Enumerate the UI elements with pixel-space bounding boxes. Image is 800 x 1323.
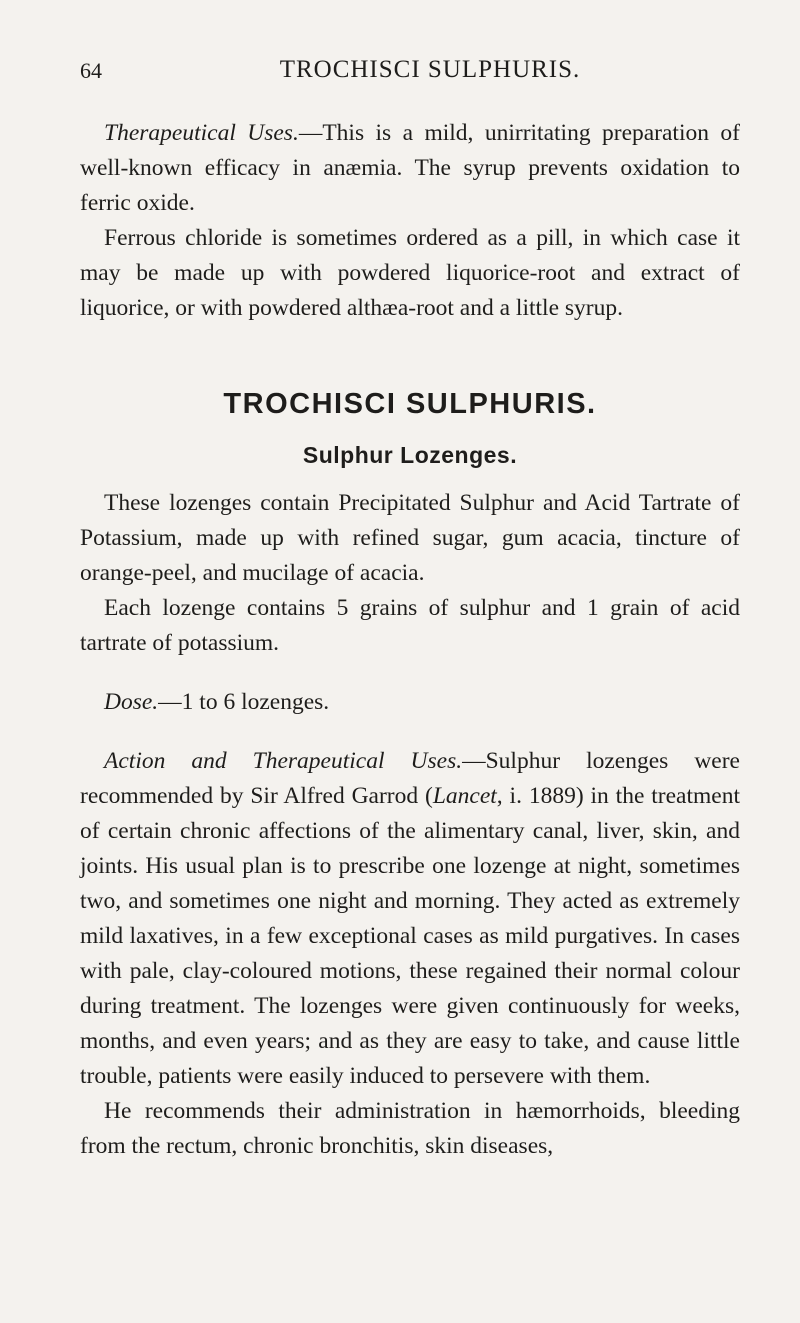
page-number: 64 [80, 58, 102, 83]
dose-text: —1 to 6 lozenges. [158, 689, 330, 715]
section-subtitle: Sulphur Lozenges. [302, 442, 518, 468]
spacer [80, 661, 740, 685]
intro-paragraph-ferrous [80, 221, 740, 326]
lozenge-content-text: Each lozenge contains 5 grains of sulphur and 1 grain of acid tartrate of potassium. [80, 595, 740, 656]
recommendation-paragraph [80, 1094, 740, 1164]
action-text-a: —Sulphur lozenges were recommended by Sir Alfred Garrod ( [80, 748, 740, 809]
running-head [80, 48, 740, 88]
therapeutic-uses-text: —This is a mild, unirritating preparation of well-known efficacy in anæmia. The syrup prevents oxidation to ferric oxide. [80, 120, 740, 216]
running-title: TROCHISCI SULPHURIS. [279, 56, 581, 83]
dose-paragraph [80, 685, 740, 720]
action-text-b: , i. 1889) in the treatment of certain chronic affections of the alimentary canal, liver, skin, and joints. His usual plan is to prescribe one lozenge at night, sometimes two, and sometimes one night and morning. They acted as extremely mild laxatives, in a few exceptional cases as mild purgatives. In cases with pale, clay-coloured motions, these regained their normal colour during treatment. The lozenges were given continuously for weeks, months, and even years; and as they are easy to take, and cause little trouble, patients were easily induced to persevere with them. [80, 783, 740, 1089]
therapeutic-uses-label: Therapeutical Uses. [104, 120, 299, 146]
dose-label: Dose. [104, 689, 159, 715]
composition-paragraph [80, 486, 740, 591]
composition-text: These lozenges contain Precipitated Sulphur and Acid Tartrate of Potassium, made up with refined sugar, gum acacia, tincture of orange-peel, and mucilage of acacia. [80, 490, 740, 586]
lancet-citation: Lancet [432, 783, 497, 809]
recommendation-text: He recommends their administration in hæmorrhoids, bleeding from the rectum, chronic bronchitis, skin diseases, [80, 1098, 740, 1159]
intro-paragraph-therapeutic [80, 116, 740, 221]
action-label: Action and Therapeutical Uses. [104, 748, 463, 774]
spacer [80, 720, 740, 744]
lozenge-content-paragraph [80, 591, 740, 661]
ferrous-chloride-text: Ferrous chloride is sometimes ordered as a pill, in which case it may be made up with powdered liquorice-root and extract of liquorice, or with powdered althæa-root and a little syrup. [80, 225, 740, 321]
action-paragraph [80, 744, 740, 1094]
section-title: TROCHISCI SULPHURIS. [223, 388, 597, 420]
